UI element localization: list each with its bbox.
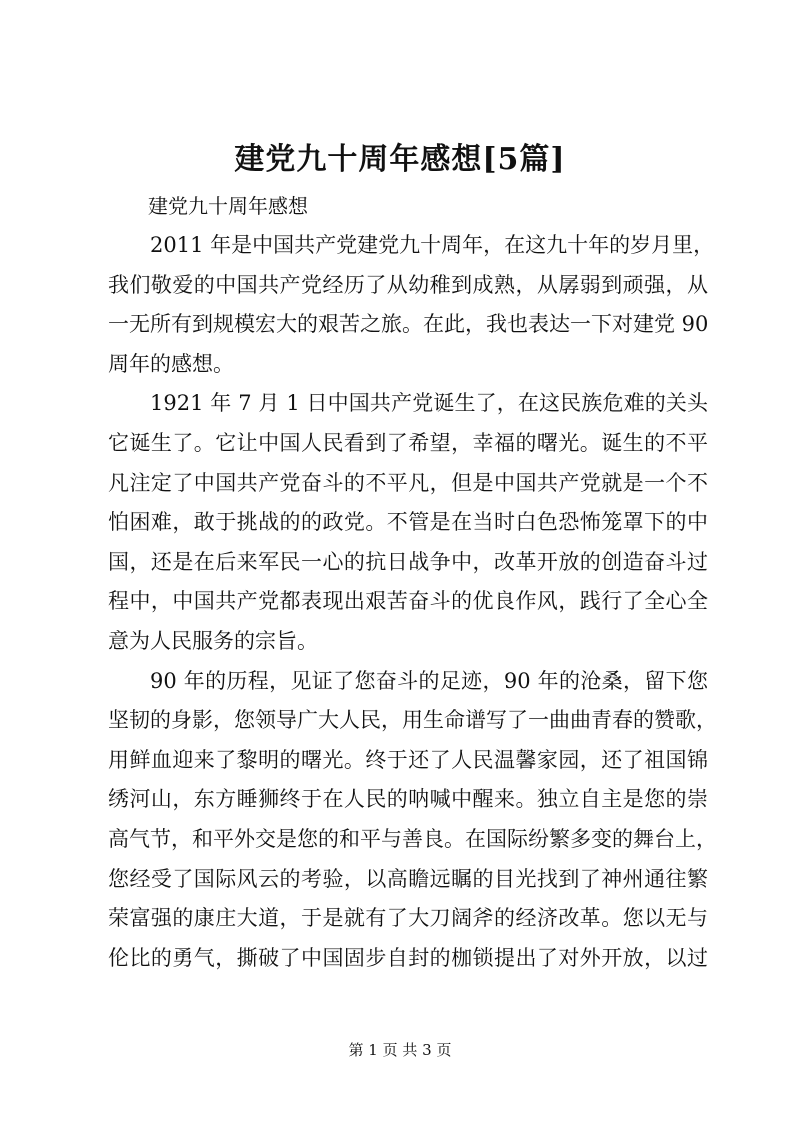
- paragraph-line: 2011 年是中国共产党建党九十周年，在这九十年的岁月里，: [150, 233, 715, 257]
- paragraph-line: 我们敬爱的中国共产党经历了从幼稚到成熟，从孱弱到顽强，从: [108, 272, 708, 297]
- paragraph-line: 坚韧的身影，您领导广大人民，用生命谱写了一曲曲青春的赞歌，: [108, 708, 717, 733]
- paragraph: [108, 226, 715, 384]
- paragraph-line: 荣富强的康庄大道，于是就有了大刀阔斧的经济改革。您以无与: [108, 906, 708, 931]
- page-number: 第 1 页 共 3 页: [348, 1041, 452, 1059]
- paragraph-line: 高气节，和平外交是您的和平与善良。在国际纷繁多变的舞台上，: [108, 826, 717, 851]
- document-subtitle: 建党九十周年感想: [148, 194, 308, 218]
- paragraph-line: 伦比的勇气，撕破了中国固步自封的枷锁提出了对外开放，以过: [108, 945, 708, 970]
- paragraph-line: 一无所有到规模宏大的艰苦之旅。在此，我也表达一下对建党 90: [108, 312, 709, 337]
- page-title: 建党九十周年感想[5篇]: [234, 142, 566, 177]
- paragraph-line: 用鲜血迎来了黎明的曙光。终于还了人民温馨家园，还了祖国锦: [108, 747, 708, 772]
- paragraph-line: 您经受了国际风云的考验，以高瞻远瞩的目光找到了神州通往繁: [108, 866, 708, 891]
- paragraph-line: 凡注定了中国共产党奋斗的不平凡，但是中国共产党就是一个不: [108, 470, 708, 495]
- paragraph: [108, 384, 708, 661]
- paragraph: [108, 662, 717, 979]
- document-body: [108, 226, 717, 978]
- paragraph-line: 1921 年 7 月 1 日中国共产党诞生了，在这民族危难的关头: [150, 391, 708, 416]
- paragraph-line: 90 年的历程，见证了您奋斗的足迹，90 年的沧桑，留下您: [150, 668, 708, 693]
- paragraph-line: 周年的感想。: [108, 351, 234, 376]
- paragraph-line: 程中，中国共产党都表现出艰苦奋斗的优良作风，践行了全心全: [108, 589, 708, 614]
- paragraph-line: 怕困难，敢于挑战的的政党。不管是在当时白色恐怖笼罩下的中: [108, 510, 708, 535]
- paragraph-line: 国，还是在后来军民一心的抗日战争中，改革开放的创造奋斗过: [108, 549, 708, 574]
- paragraph-line: 意为人民服务的宗旨。: [108, 628, 318, 653]
- paragraph-line: 绣河山，东方睡狮终于在人民的呐喊中醒来。独立自主是您的崇: [108, 787, 708, 812]
- paragraph-line: 它诞生了。它让中国人民看到了希望，幸福的曙光。诞生的不平: [108, 430, 708, 455]
